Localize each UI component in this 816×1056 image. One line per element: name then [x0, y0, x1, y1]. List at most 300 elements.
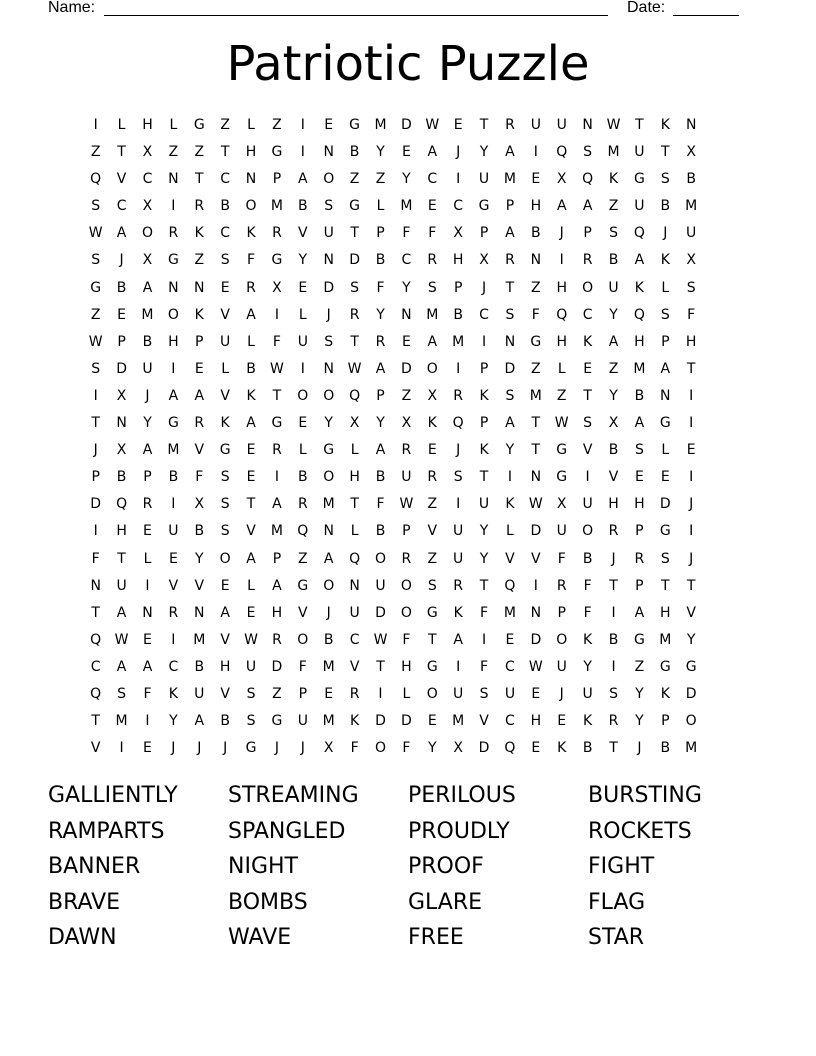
grid-cell: V [479, 713, 490, 730]
grid-cell: J [171, 740, 176, 757]
grid-cell: S [246, 713, 256, 730]
grid-cell: K [634, 279, 645, 296]
grid-cell: I [378, 685, 384, 702]
grid-cell: B [298, 198, 309, 215]
grid-cell: C [220, 171, 231, 188]
grid-cell: F [687, 306, 696, 323]
grid-cell: S [91, 252, 101, 269]
grid-cell: A [323, 550, 334, 567]
grid-cell: G [245, 740, 257, 757]
grid-cell: O [167, 306, 180, 323]
grid-cell: R [608, 713, 619, 730]
grid-cell: S [660, 171, 671, 188]
grid-cell: T [117, 550, 127, 567]
grid-row [83, 708, 704, 735]
grid-cell: P [635, 523, 645, 540]
grid-cell: U [504, 685, 516, 702]
word-row [48, 814, 768, 850]
grid-cell: Z [531, 360, 542, 377]
grid-cell: H [660, 604, 672, 621]
grid-cell: U [556, 523, 568, 540]
grid-cell: U [453, 523, 464, 540]
grid-cell: T [91, 713, 101, 730]
grid-cell: A [375, 442, 386, 459]
grid-cell: J [559, 225, 565, 242]
grid-cell: B [142, 333, 153, 350]
grid-cell: A [246, 550, 257, 567]
grid-cell: Y [143, 415, 153, 432]
grid-cell: B [686, 171, 697, 188]
grid-cell: R [272, 442, 283, 459]
grid-cell: P [479, 360, 489, 377]
grid-cell: H [349, 469, 361, 486]
grid-cell: U [634, 198, 646, 215]
word-item: FREE [408, 925, 464, 950]
grid-cell: Y [686, 631, 696, 648]
grid-cell: A [634, 604, 645, 621]
grid-cell: E [531, 685, 541, 702]
grid-cell: O [556, 631, 568, 648]
grid-cell: J [326, 604, 332, 621]
grid-cell: X [556, 496, 568, 513]
grid-row [83, 220, 704, 247]
grid-cell: U [453, 550, 464, 567]
word-item: STREAMING [228, 783, 359, 808]
grid-cell: W [373, 631, 388, 648]
grid-cell: B [608, 442, 619, 459]
grid-cell: D [323, 279, 335, 296]
grid-cell: N [582, 117, 594, 133]
grid-cell: Y [376, 415, 386, 432]
grid-cell: T [350, 333, 360, 350]
grid-cell: V [531, 550, 542, 567]
grid-cell: L [169, 117, 178, 133]
grid-cell: D [478, 740, 490, 757]
grid-cell: O [323, 387, 335, 404]
grid-cell: S [505, 306, 515, 323]
grid-cell: W [606, 117, 621, 133]
grid-cell: E [583, 360, 593, 377]
word-item: RAMPARTS [48, 818, 165, 844]
word-item: NIGHT [228, 854, 298, 879]
grid-cell: L [247, 577, 256, 594]
grid-row [83, 518, 704, 545]
grid-cell: R [272, 225, 283, 242]
grid-cell: A [453, 631, 464, 648]
grid-cell: U [556, 658, 568, 675]
grid-cell: H [608, 496, 620, 513]
grid-cell: N [530, 604, 542, 621]
grid-cell: I [507, 469, 513, 486]
word-item: STAR [588, 925, 645, 950]
grid-cell: O [323, 577, 335, 594]
grid-cell: O [297, 387, 309, 404]
grid-cell: Q [582, 171, 594, 188]
grid-cell: Q [90, 685, 102, 702]
grid-cell: E [117, 306, 127, 323]
word-item: SPANGLED [228, 818, 346, 844]
grid-cell: T [661, 577, 671, 594]
grid-cell: M [452, 333, 465, 350]
grid-cell: U [297, 713, 309, 730]
grid-cell: B [660, 740, 671, 757]
grid-cell: M [193, 631, 206, 648]
grid-cell: U [453, 685, 464, 702]
word-item: BRAVE [48, 889, 121, 915]
grid-cell: Y [583, 658, 593, 675]
grid-cell: J [456, 442, 461, 459]
header [0, 0, 816, 20]
grid-cell: C [168, 658, 179, 675]
grid-cell: B [582, 740, 593, 757]
grid-cell: U [220, 333, 231, 350]
grid-cell: D [504, 360, 516, 377]
grid-cell: E [453, 117, 464, 133]
grid-cell: F [583, 604, 593, 621]
grid-cell: Q [297, 523, 309, 540]
grid-cell: N [660, 387, 672, 404]
grid-cell: I [585, 469, 591, 486]
grid-cell: F [557, 550, 567, 567]
grid-cell: E [686, 442, 697, 459]
grid-cell: R [168, 604, 179, 621]
grid-cell: M [452, 713, 465, 730]
grid-cell: I [119, 740, 125, 757]
grid-cell: S [117, 685, 127, 702]
grid-cell: D [271, 658, 283, 675]
grid-cell: H [530, 713, 542, 730]
grid-cell: N [142, 604, 154, 621]
grid-cell: X [142, 144, 153, 161]
grid-cell: X [323, 740, 334, 757]
grid-cell: N [323, 144, 335, 161]
grid-cell: B [375, 523, 386, 540]
grid-row [83, 302, 704, 329]
grid-cell: K [479, 387, 490, 404]
grid-cell: B [349, 144, 360, 161]
grid-cell: S [634, 442, 645, 459]
grid-cell: T [686, 360, 696, 377]
grid-cell: I [171, 198, 176, 215]
grid-cell: T [635, 117, 645, 133]
grid-cell: L [661, 442, 670, 459]
grid-cell: V [220, 387, 231, 404]
grid-cell: T [479, 577, 489, 594]
grid-cell: P [298, 685, 308, 702]
grid-cell: R [453, 387, 464, 404]
grid-cell: S [246, 685, 256, 702]
grid-cell: B [660, 198, 671, 215]
grid-row [83, 275, 704, 302]
grid-cell: W [425, 117, 440, 133]
grid-cell: R [349, 685, 360, 702]
grid-cell: S [609, 685, 619, 702]
grid-cell: K [453, 604, 464, 621]
grid-cell: K [168, 685, 179, 702]
grid-cell: W [528, 658, 544, 675]
grid-cell: W [528, 496, 544, 513]
word-item: FIGHT [588, 854, 655, 879]
word-item: DAWN [48, 925, 117, 950]
grid-cell: A [298, 171, 309, 188]
grid-cell: S [324, 198, 334, 215]
grid-cell: D [685, 685, 698, 702]
grid-cell: Y [479, 550, 489, 567]
grid-cell: C [142, 171, 153, 188]
grid-cell: S [505, 387, 515, 404]
grid-cell: Y [427, 740, 438, 757]
grid-cell: J [689, 550, 694, 567]
grid-cell: E [298, 415, 308, 432]
grid-cell: M [685, 198, 698, 215]
grid-cell: P [272, 171, 282, 188]
grid-cell: G [685, 658, 698, 675]
grid-cell: O [245, 198, 258, 215]
grid-cell: S [220, 252, 231, 269]
word-item: GLARE [408, 889, 483, 915]
date-line [673, 15, 739, 16]
grid-cell: X [349, 415, 360, 432]
grid-cell: Z [556, 387, 568, 404]
grid-cell: G [167, 415, 180, 432]
grid-cell: Z [401, 387, 412, 404]
grid-cell: R [556, 577, 568, 594]
grid-cell: K [505, 496, 516, 513]
grid-cell: S [427, 577, 438, 594]
grid-cell: H [556, 279, 568, 296]
grid-cell: I [456, 171, 461, 188]
grid-cell: L [557, 360, 567, 377]
grid-cell: O [582, 523, 594, 540]
grid-row [83, 166, 704, 193]
grid-cell: U [297, 333, 309, 350]
grid-cell: R [401, 442, 412, 459]
grid-cell: O [297, 631, 309, 648]
grid-cell: M [426, 306, 439, 323]
grid-cell: K [583, 333, 593, 350]
grid-cell: U [116, 577, 128, 594]
grid-cell: R [349, 306, 360, 323]
grid-cell: F [376, 496, 386, 513]
grid-cell: A [375, 360, 386, 377]
grid-cell: F [402, 631, 411, 648]
grid-cell: M [141, 306, 155, 323]
grid-cell: R [194, 198, 205, 215]
grid-cell: A [272, 496, 283, 513]
grid-cell: Y [194, 550, 205, 567]
grid-cell: K [246, 387, 257, 404]
grid-cell: R [375, 333, 386, 350]
grid-cell: T [194, 171, 205, 188]
grid-cell: C [505, 713, 516, 730]
grid-cell: T [220, 144, 230, 161]
grid-cell: Q [349, 550, 361, 567]
grid-cell: Q [90, 171, 102, 188]
grid-cell: G [271, 713, 283, 730]
word-item: WAVE [228, 925, 292, 950]
grid-cell: J [300, 740, 306, 757]
grid-cell: T [246, 496, 256, 513]
grid-cell: U [582, 496, 594, 513]
grid-cell: F [91, 550, 101, 567]
grid-row [83, 139, 704, 166]
grid-cell: B [220, 713, 231, 730]
grid-cell: B [453, 306, 464, 323]
grid-cell: J [326, 306, 332, 323]
grid-cell: G [90, 279, 102, 296]
word-row [48, 920, 768, 956]
grid-cell: O [219, 550, 232, 567]
grid-cell: H [556, 333, 568, 350]
grid-cell: A [505, 415, 516, 432]
grid-cell: A [246, 306, 257, 323]
grid-cell: Z [90, 144, 101, 161]
grid-cell: R [272, 631, 283, 648]
grid-cell: I [533, 577, 539, 594]
grid-cell: V [505, 550, 516, 567]
grid-cell: T [686, 577, 696, 594]
grid-cell: A [220, 604, 231, 621]
grid-cell: E [427, 198, 438, 215]
grid-cell: K [583, 713, 593, 730]
grid-cell: F [195, 469, 204, 486]
grid-cell: I [93, 523, 99, 540]
grid-cell: Q [556, 144, 568, 161]
grid-cell: O [374, 550, 387, 567]
grid-cell: A [660, 360, 671, 377]
grid-cell: G [426, 604, 439, 621]
grid-cell: V [90, 740, 101, 757]
grid-cell: S [91, 198, 101, 215]
grid-cell: B [531, 225, 542, 242]
grid-cell: V [686, 604, 697, 621]
grid-cell: Z [90, 306, 101, 323]
grid-cell: V [194, 577, 205, 594]
grid-cell: I [171, 360, 176, 377]
grid-cell: L [506, 523, 515, 540]
grid-cell: E [246, 442, 256, 459]
grid-cell: G [193, 117, 206, 133]
grid-cell: F [143, 685, 152, 702]
grid-cell: T [661, 144, 671, 161]
grid-cell: Y [479, 144, 489, 161]
grid-cell: R [194, 415, 205, 432]
grid-cell: T [531, 442, 541, 459]
grid-cell: U [194, 685, 205, 702]
grid-cell: Y [609, 387, 619, 404]
grid-cell: J [197, 740, 202, 757]
grid-cell: G [323, 442, 335, 459]
grid-cell: N [323, 360, 335, 377]
grid-cell: S [324, 333, 334, 350]
grid-cell: N [530, 469, 542, 486]
grid-cell: Q [349, 387, 361, 404]
grid-cell: V [194, 442, 205, 459]
grid-cell: S [427, 279, 438, 296]
grid-cell: T [117, 144, 127, 161]
grid-cell: S [686, 279, 697, 296]
grid-cell: A [582, 198, 593, 215]
grid-cell: M [115, 713, 129, 730]
grid-cell: U [349, 604, 361, 621]
grid-cell: V [116, 171, 127, 188]
word-item: PROOF [408, 854, 484, 879]
grid-cell: Y [324, 415, 334, 432]
grid-cell: F [402, 740, 411, 757]
grid-cell: E [531, 171, 541, 188]
grid-cell: X [116, 387, 127, 404]
grid-cell: E [660, 469, 671, 486]
grid-cell: T [583, 387, 593, 404]
grid-cell: R [168, 225, 179, 242]
grid-cell: B [116, 469, 127, 486]
grid-cell: I [456, 496, 461, 513]
grid-cell: M [659, 631, 672, 648]
grid-cell: S [91, 360, 101, 377]
grid-cell: C [116, 198, 127, 215]
grid-cell: Z [608, 198, 619, 215]
grid-cell: F [376, 279, 386, 296]
grid-cell: H [634, 333, 646, 350]
grid-cell: I [93, 387, 99, 404]
grid-cell: A [246, 415, 257, 432]
grid-cell: L [402, 685, 411, 702]
grid-cell: H [634, 496, 646, 513]
grid-cell: G [271, 252, 283, 269]
grid-cell: X [453, 740, 464, 757]
grid-cell: K [608, 171, 619, 188]
grid-cell: A [634, 415, 645, 432]
grid-cell: X [142, 252, 153, 269]
grid-cell: G [167, 252, 180, 269]
grid-cell: J [119, 252, 125, 269]
grid-cell: A [116, 225, 127, 242]
grid-cell: S [453, 469, 464, 486]
grid-cell: M [167, 442, 180, 459]
grid-cell: B [194, 523, 205, 540]
grid-cell: R [505, 117, 516, 133]
grid-cell: K [350, 713, 360, 730]
grid-cell: C [427, 171, 438, 188]
grid-cell: M [633, 360, 646, 377]
grid-row [83, 627, 704, 654]
grid-cell: F [531, 306, 541, 323]
grid-cell: E [557, 713, 567, 730]
grid-cell: U [375, 577, 387, 594]
grid-cell: N [194, 279, 205, 296]
word-item: BANNER [48, 854, 141, 879]
grid-cell: P [557, 604, 567, 621]
grid-cell: P [479, 415, 489, 432]
grid-cell: W [88, 225, 104, 242]
grid-row [83, 193, 704, 220]
grid-cell: I [611, 604, 617, 621]
grid-cell: F [583, 577, 593, 594]
grid-cell: A [116, 604, 127, 621]
grid-cell: F [428, 225, 437, 242]
grid-cell: G [659, 415, 672, 432]
grid-cell: Q [633, 225, 646, 242]
word-item: GALLIENTLY [48, 783, 178, 808]
grid-cell: I [145, 713, 151, 730]
grid-cell: P [117, 333, 127, 350]
grid-cell: G [478, 198, 490, 215]
grid-cell: N [116, 415, 128, 432]
grid-cell: T [479, 469, 489, 486]
grid-cell: A [427, 144, 438, 161]
grid-cell: Z [194, 252, 205, 269]
grid-cell: P [661, 333, 671, 350]
